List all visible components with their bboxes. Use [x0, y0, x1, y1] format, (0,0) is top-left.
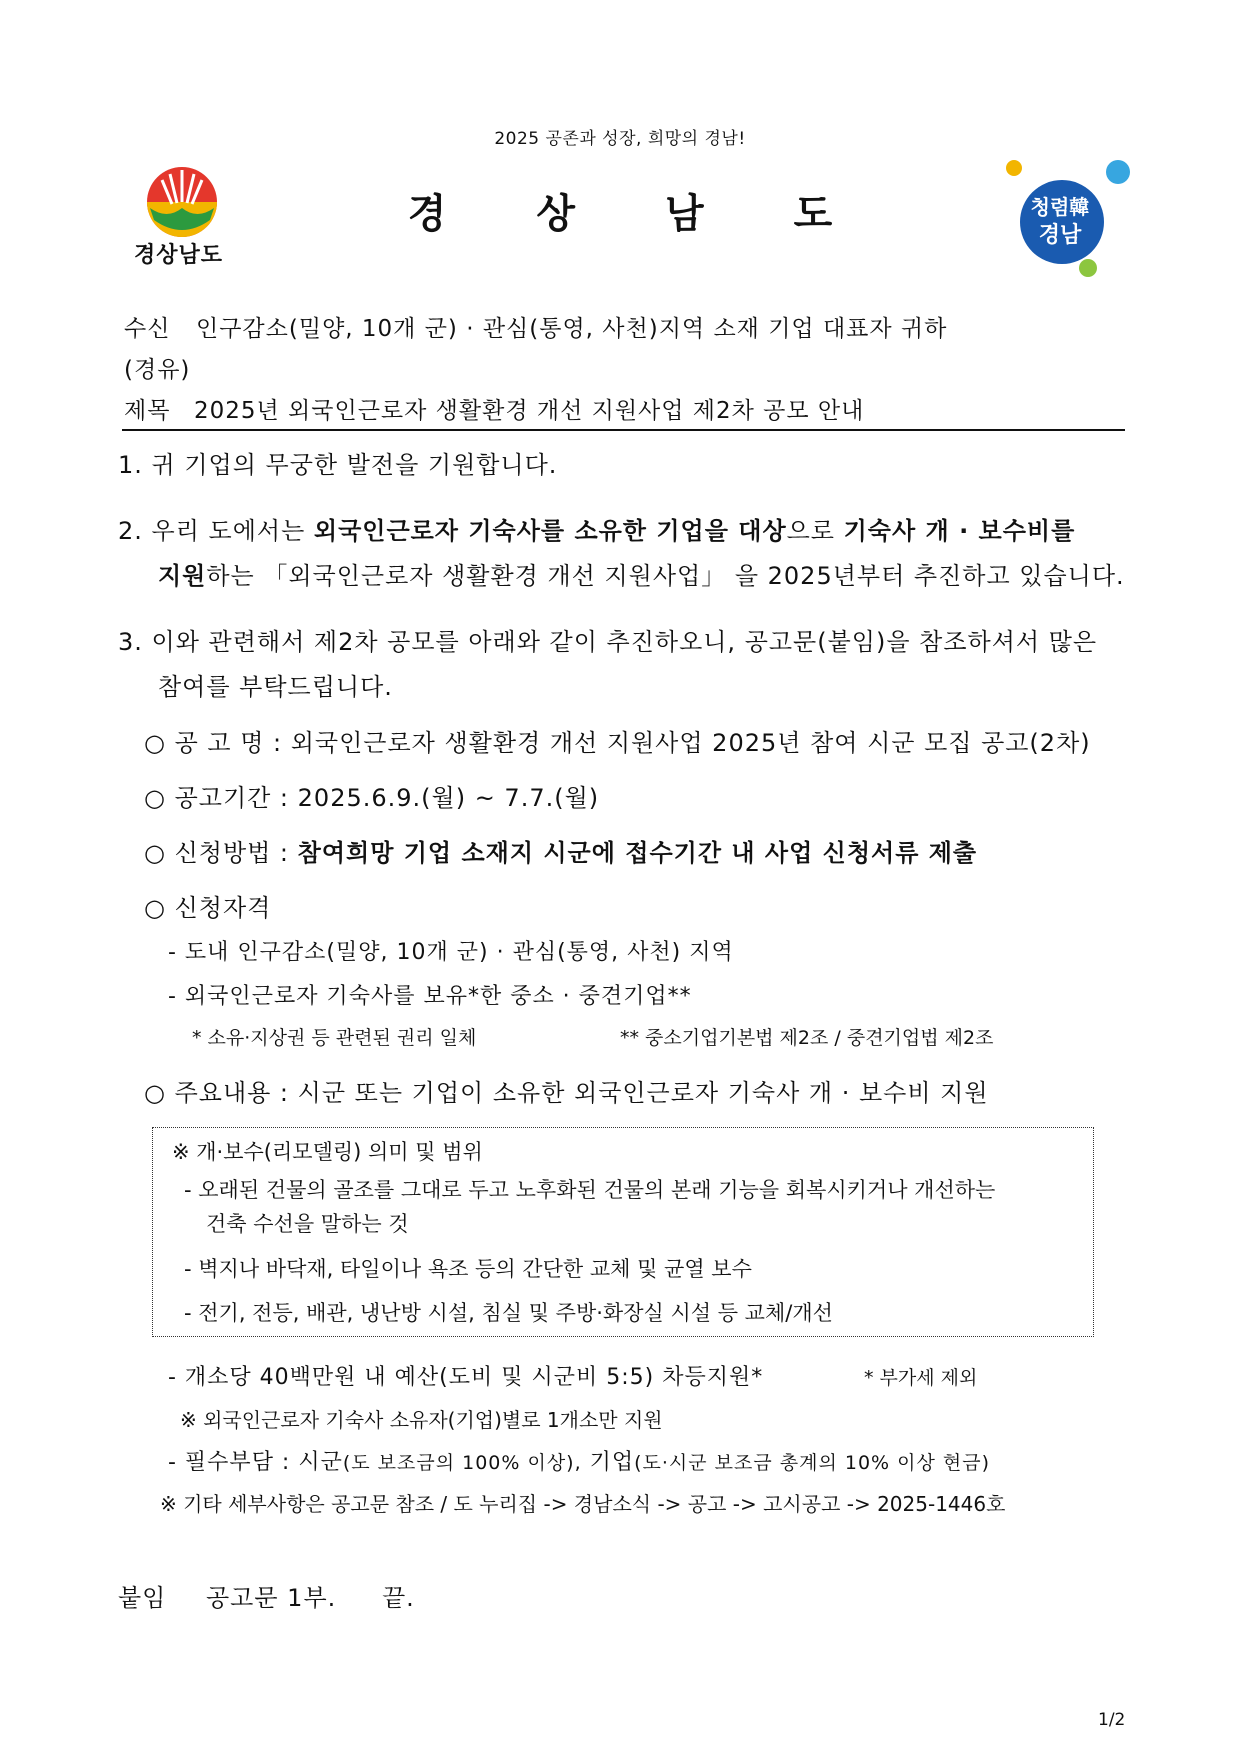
org-title-char: 도: [793, 191, 833, 237]
burden-c: (도·시군 보조금 총계의 10% 이상 현금): [634, 1452, 991, 1474]
qualification-2: - 외국인근로자 기숙사를 보유*한 중소 · 중견기업**: [168, 984, 692, 1009]
budget-text: - 개소당 40백만원 내 예산(도비 및 시군비 5:5) 차등지원*: [168, 1365, 764, 1390]
notice-name: ○ 공 고 명 : 외국인근로자 생활환경 개선 지원사업 2025년 참여 시군 모집 공고(2차): [144, 729, 1091, 757]
header-divider: [122, 429, 1125, 431]
apply-method-label: ○ 신청방법 :: [144, 839, 298, 867]
attachment-label: 붙임: [118, 1584, 167, 1612]
org-title-char: 상: [536, 191, 575, 237]
paragraph-2-line-1: [118, 511, 1075, 546]
right-logo-text-2: 경남: [1038, 223, 1082, 248]
page-number: 1/2: [1098, 1710, 1126, 1730]
vat-note: * 부가세 제외: [864, 1367, 978, 1389]
box-line-3: - 전기, 전등, 배관, 냉난방 시설, 침실 및 주방·화장실 시설 등 교체/개선: [184, 1301, 833, 1325]
burden-label: - 필수부담 : 시군: [168, 1450, 343, 1475]
p2-text-b: 으로: [786, 517, 844, 545]
left-logo-text: 경상남도: [134, 243, 224, 268]
paragraph-2-line-2: [158, 556, 1125, 591]
attachment-text: 공고문 1부.: [206, 1584, 337, 1612]
slogan: 2025 공존과 성장, 희망의 경남!: [494, 129, 746, 149]
per-owner-note: ※ 외국인근로자 기숙사 소유자(기업)별로 1개소만 지원: [180, 1408, 663, 1432]
p2-bold-1: 외국인근로자 기숙사를 소유한 기업을 대상: [313, 517, 787, 545]
box-line-1b: 건축 수선을 말하는 것: [206, 1212, 409, 1236]
subject-text: 2025년 외국인근로자 생활환경 개선 지원사업 제2차 공모 안내: [194, 398, 865, 424]
p2-bold-2: 기숙사 개 · 보수비를: [843, 517, 1076, 545]
recipient-text: 인구감소(밀양, 10개 군) · 관심(통영, 사천)지역 소재 기업 대표자 귀하: [196, 316, 948, 342]
qualification-note-1: * 소유·지상권 등 관련된 권리 일체: [192, 1027, 477, 1049]
box-title: ※ 개·보수(리모델링) 의미 및 범위: [172, 1140, 483, 1164]
box-line-1a: - 오래된 건물의 골조를 그대로 두고 노후화된 건물의 본래 기능을 회복시키거나 개선하는: [184, 1178, 996, 1202]
box-line-2: - 벽지나 바닥재, 타일이나 욕조 등의 간단한 교체 및 균열 보수: [184, 1257, 752, 1281]
org-title-char: 남: [665, 191, 704, 237]
qualification-heading: ○ 신청자격: [144, 894, 272, 922]
apply-method: [144, 833, 977, 868]
attachment-end: 끝.: [382, 1584, 415, 1612]
right-logo-text-1: 청렴韓: [1030, 195, 1090, 219]
org-title-char: 경: [407, 191, 447, 237]
main-content: ○ 주요내용 : 시군 또는 기업이 소유한 외국인근로자 기숙사 개 · 보수비 지원: [144, 1079, 989, 1107]
burden-b: 기업: [581, 1450, 635, 1475]
burden-line: [168, 1445, 990, 1476]
paragraph-3-line-1: 3. 이와 관련해서 제2차 공모를 아래와 같이 추진하오니, 공고문(붙임)을 참조하셔서 많은: [118, 628, 1098, 656]
paragraph-3-line-2: 참여를 부탁드립니다.: [158, 673, 393, 701]
etc-note: ※ 기타 세부사항은 공고문 참조 / 도 누리집 -> 경남소식 -> 공고 -> 고시공고 -> 2025-1446호: [160, 1492, 1006, 1516]
integrity-logo-icon: [1000, 152, 1130, 282]
recipient-label: 수신: [124, 316, 171, 342]
p2-text-c: 하는 「외국인근로자 생활환경 개선 지원사업」 을 2025년부터 추진하고 있습니다.: [206, 562, 1125, 590]
burden-a: (도 보조금의 100% 이상),: [342, 1452, 582, 1474]
qualification-1: - 도내 인구감소(밀양, 10개 군) · 관심(통영, 사천) 지역: [168, 940, 734, 965]
p2-bold-3: 지원: [158, 562, 207, 590]
p2-text-a: 2. 우리 도에서는: [118, 517, 314, 545]
qualification-note-2: ** 중소기업기본법 제2조 / 중견기업법 제2조: [620, 1027, 994, 1049]
paragraph-1: 1. 귀 기업의 무궁한 발전을 기원합니다.: [118, 451, 558, 479]
budget-line: [168, 1360, 763, 1391]
apply-method-value: 참여희망 기업 소재지 시군에 접수기간 내 사업 신청서류 제출: [297, 839, 978, 867]
subject-label: 제목: [124, 398, 171, 424]
notice-period: ○ 공고기간 : 2025.6.9.(월) ~ 7.7.(월): [144, 784, 600, 812]
recipient-via: (경유): [124, 357, 191, 383]
